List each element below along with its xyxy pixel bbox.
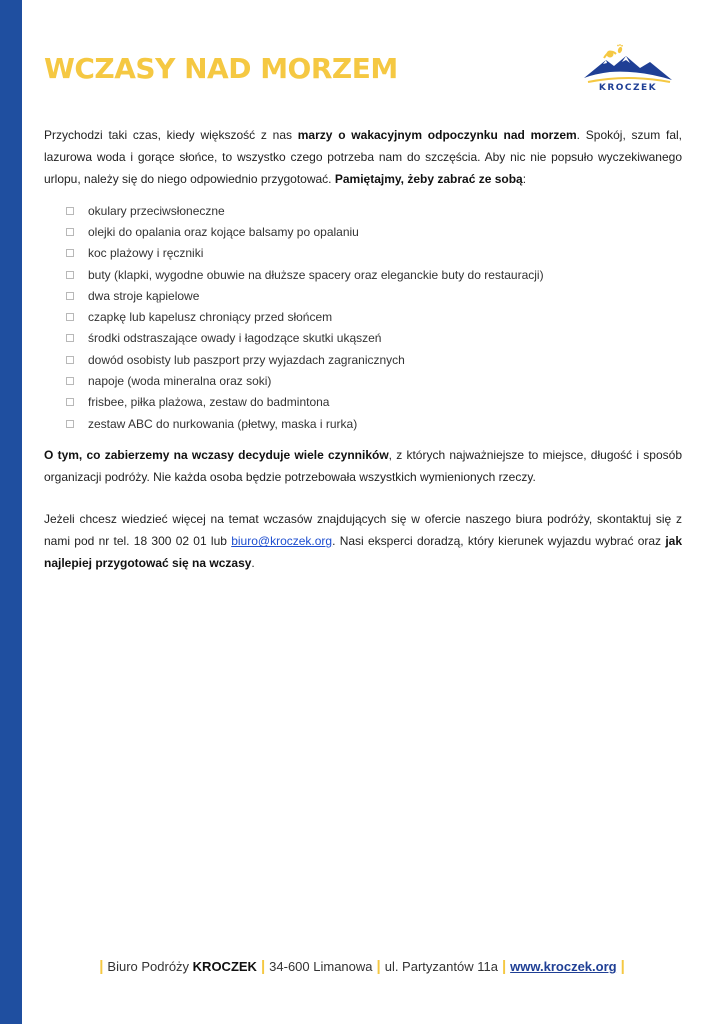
checkbox-square-icon <box>66 207 74 215</box>
checkbox-square-icon <box>66 292 74 300</box>
footer-separator: | <box>501 958 507 975</box>
intro-paragraph: Przychodzi taki czas, kiedy większość z nas marzy o wakacyjnym odpoczynku nad morzem. Spokój, szum fal, lazurowa woda i gorące słońce, to wszystko czego potrzeba nam do szczęścia. Aby nic nie popsuło wyczekiwanego urlopu, należy się do niego odpowiednio przygotować. Pamiętajmy, żeby zabrać ze sobą: <box>44 128 683 186</box>
checklist-item: napoje (woda mineralna oraz soki) <box>66 370 682 391</box>
checkbox-square-icon <box>66 334 74 342</box>
footer-separator: | <box>260 958 266 975</box>
checklist-item: okulary przeciwsłoneczne <box>66 200 682 221</box>
footer-prefix: Biuro Podróży <box>107 959 193 974</box>
checkbox-square-icon <box>66 249 74 257</box>
checkbox-square-icon <box>66 356 74 364</box>
footer-separator: | <box>99 958 104 975</box>
side-accent-bar <box>0 0 22 1024</box>
packing-checklist <box>66 200 682 434</box>
checkbox-square-icon <box>66 398 74 406</box>
page-title: WCZASY NAD MORZEM <box>44 52 398 85</box>
footer-city: 34-600 Limanowa <box>269 959 373 974</box>
main-content <box>44 124 682 574</box>
checkbox-square-icon <box>66 271 74 279</box>
footer-separator: | <box>376 958 381 975</box>
checkbox-square-icon <box>66 377 74 385</box>
kroczek-logo-icon <box>580 40 676 96</box>
contact-paragraph: Jeżeli chcesz wiedzieć więcej na temat wczasów znajdujących się w ofercie naszego biura podróży, skontaktuj się z nami pod nr tel. 18 300 02 01 lub biuro@kroczek.org. Nasi eksperci doradzą, który kierunek wyjazdu wybrać oraz jak najlepiej przygotować się na wczasy. <box>44 512 683 571</box>
checkbox-square-icon <box>66 420 74 428</box>
footer <box>0 958 724 975</box>
checklist-item: olejki do opalania oraz kojące balsamy po opalaniu <box>66 221 682 242</box>
logo-text: KROCZEK <box>598 83 658 93</box>
checklist-item: zestaw ABC do nurkowania (płetwy, maska i rurka) <box>66 413 682 434</box>
email-link[interactable]: biuro@kroczek.org <box>231 534 333 549</box>
checklist-item: koc plażowy i ręczniki <box>66 243 682 264</box>
checklist-item: czapkę lub kapelusz chroniący przed słońcem <box>66 306 682 327</box>
checklist-item: buty (klapki, wygodne obuwie na dłuższe spacery oraz eleganckie buty do restauracji) <box>66 264 682 285</box>
kroczek-logo <box>580 40 676 96</box>
checkbox-square-icon <box>66 228 74 236</box>
checklist-item: środki odstraszające owady i łagodzące skutki ukąszeń <box>66 328 682 349</box>
checklist-item: dowód osobisty lub paszport przy wyjazdach zagranicznych <box>66 349 682 370</box>
checklist-item: frisbee, piłka plażowa, zestaw do badmintona <box>66 392 682 413</box>
footer-brand: KROCZEK <box>192 959 257 974</box>
checklist-item: dwa stroje kąpielowe <box>66 285 682 306</box>
footer-street: ul. Partyzantów 11a <box>384 959 498 974</box>
website-link[interactable]: www.kroczek.org <box>510 959 617 974</box>
footer-separator: | <box>620 958 625 975</box>
factors-paragraph: O tym, co zabierzemy na wczasy decyduje wiele czynników, z których najważniejsze to miejsce, długość i sposób organizacji podróży. Nie każda osoba będzie potrzebowała wszystkich wymienionych rzeczy. <box>44 448 682 485</box>
checkbox-square-icon <box>66 313 74 321</box>
